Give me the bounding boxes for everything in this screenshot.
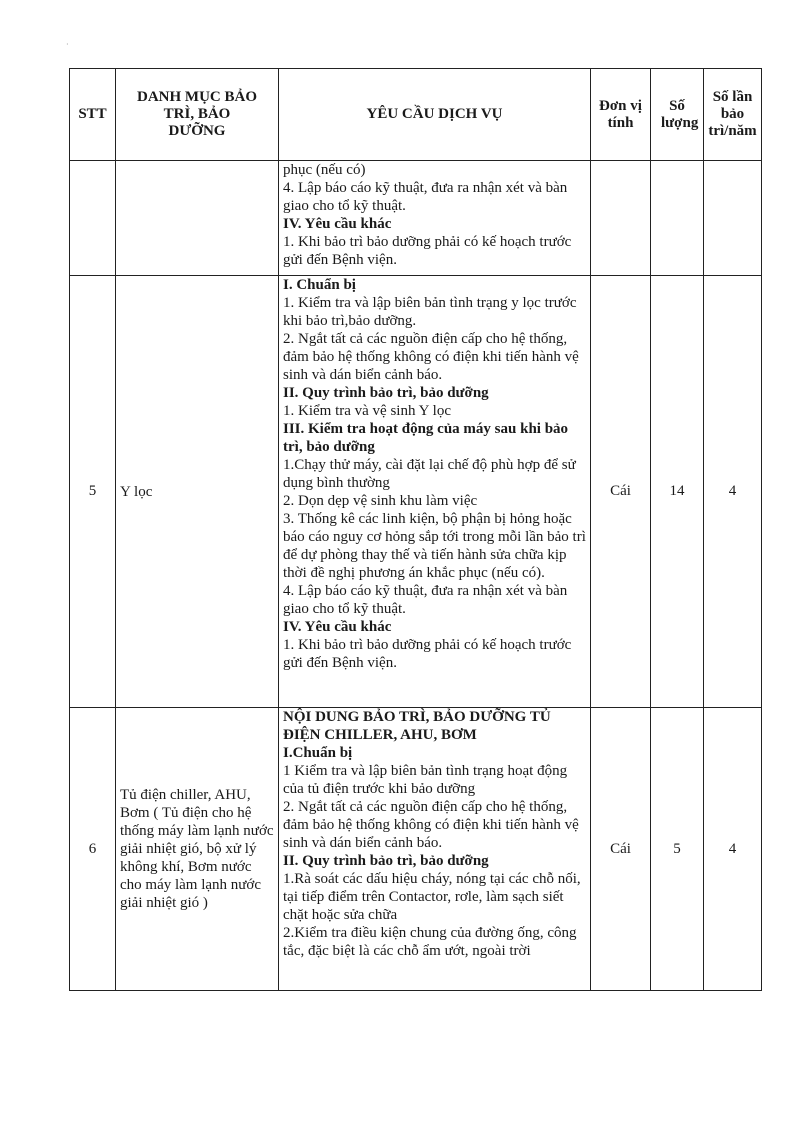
requirement-heading: I. Chuẩn bị bbox=[283, 277, 356, 293]
header-requirement: YÊU CẦU DỊCH VỤ bbox=[279, 69, 591, 161]
requirement-line: 1.Chạy thử máy, cài đặt lại chế độ phù hợp để sử dụng bình thường bbox=[283, 457, 576, 491]
requirement-heading: II. Quy trình bảo trì, bảo dưỡng bbox=[283, 853, 489, 869]
row-quantity bbox=[651, 161, 704, 276]
row-requirements bbox=[279, 708, 591, 991]
row-stt: 6 bbox=[70, 708, 116, 991]
table-row bbox=[70, 276, 762, 708]
document-page bbox=[69, 68, 761, 991]
table-row bbox=[70, 161, 762, 276]
requirement-heading: III. Kiểm tra hoạt động của máy sau khi bảo trì, bảo dưỡng bbox=[283, 421, 569, 455]
requirement-line: 1 Kiểm tra và lập biên bản tình trạng hoạt động của tủ điện trước khi bảo dưỡng bbox=[283, 763, 568, 797]
row-category: Y lọc bbox=[116, 276, 279, 708]
requirement-line: 3. Thống kê các linh kiện, bộ phận bị hỏng hoặc báo cáo nguy cơ hỏng sắp tới trong mỗi lần bảo trì để dự phòng thay thế và tiến hành sửa chữa kịp thời đề nghị phương án khắc phục (nếu có). bbox=[283, 511, 586, 581]
row-requirements bbox=[279, 161, 591, 276]
row-category bbox=[116, 161, 279, 276]
requirement-line: 1. Kiểm tra và lập biên bản tình trạng y lọc trước khi bảo trì,bảo dưỡng. bbox=[283, 295, 577, 329]
requirement-line: 2. Ngắt tất cả các nguồn điện cấp cho hệ thống, đảm bảo hệ thống không có điện khi tiến hành vệ sinh và dán biển cảnh báo. bbox=[283, 331, 579, 383]
requirement-line: 2. Ngắt tất cả các nguồn điện cấp cho hệ thống, đảm bảo hệ thống không có điện khi tiến hành vệ sinh và dán biển cảnh báo. bbox=[283, 799, 579, 851]
row-category: Tủ điện chiller, AHU, Bơm ( Tủ điện cho hệ thống máy làm lạnh nước giải nhiệt gió, bộ xử lý không khí, Bơm nước cho máy làm lạnh nước giải nhiệt gió ) bbox=[116, 708, 279, 991]
requirement-heading: NỘI DUNG BẢO TRÌ, BẢO DƯỠNG TỦ ĐIỆN CHILLER, AHU, BƠM bbox=[283, 709, 551, 743]
requirement-heading: IV. Yêu cầu khác bbox=[283, 216, 392, 232]
requirement-heading: IV. Yêu cầu khác bbox=[283, 619, 392, 635]
requirement-line: phục (nếu có) bbox=[283, 162, 366, 178]
row-quantity: 5 bbox=[651, 708, 704, 991]
row-unit bbox=[591, 161, 651, 276]
row-frequency: 4 bbox=[704, 276, 762, 708]
requirement-line: 1. Khi bảo trì bảo dưỡng phải có kế hoạch trước gửi đến Bệnh viện. bbox=[283, 234, 572, 268]
row-frequency bbox=[704, 161, 762, 276]
row-unit: Cái bbox=[591, 708, 651, 991]
header-category: DANH MỤC BẢO TRÌ, BẢO DƯỠNG bbox=[116, 69, 279, 161]
maintenance-table bbox=[69, 68, 762, 991]
header-stt: STT bbox=[70, 69, 116, 161]
requirement-line: 4. Lập báo cáo kỹ thuật, đưa ra nhận xét và bàn giao cho tổ kỹ thuật. bbox=[283, 583, 568, 617]
table-row bbox=[70, 708, 762, 991]
requirement-line: 1. Khi bảo trì bảo dưỡng phải có kế hoạch trước gửi đến Bệnh viện. bbox=[283, 637, 572, 671]
requirement-line: 2.Kiểm tra điều kiện chung của đường ống, công tắc, đặc biệt là các chỗ ẩm ướt, ngoài trời bbox=[283, 925, 577, 959]
row-requirements bbox=[279, 276, 591, 708]
header-row bbox=[70, 69, 762, 161]
row-frequency: 4 bbox=[704, 708, 762, 991]
header-frequency: Số lần bảo trì/năm bbox=[704, 69, 762, 161]
requirement-line: 1. Kiểm tra và vệ sinh Y lọc bbox=[283, 403, 452, 419]
requirement-line: 1.Rà soát các dấu hiệu cháy, nóng tại các chỗ nối, tại tiếp điểm trên Contactor, rơle, làm sạch siết chặt hoặc sửa chữa bbox=[283, 871, 581, 923]
requirement-heading: II. Quy trình bảo trì, bảo dưỡng bbox=[283, 385, 489, 401]
header-unit: Đơn vị tính bbox=[591, 69, 651, 161]
requirement-heading: I.Chuẩn bị bbox=[283, 745, 353, 761]
row-stt: 5 bbox=[70, 276, 116, 708]
requirement-line: 2. Dọn dẹp vệ sinh khu làm việc bbox=[283, 493, 478, 509]
row-stt bbox=[70, 161, 116, 276]
header-quantity: Số lượng bbox=[651, 69, 704, 161]
row-quantity: 14 bbox=[651, 276, 704, 708]
requirement-line: 4. Lập báo cáo kỹ thuật, đưa ra nhận xét và bàn giao cho tổ kỹ thuật. bbox=[283, 180, 568, 214]
page-mark: · bbox=[66, 40, 69, 49]
row-unit: Cái bbox=[591, 276, 651, 708]
